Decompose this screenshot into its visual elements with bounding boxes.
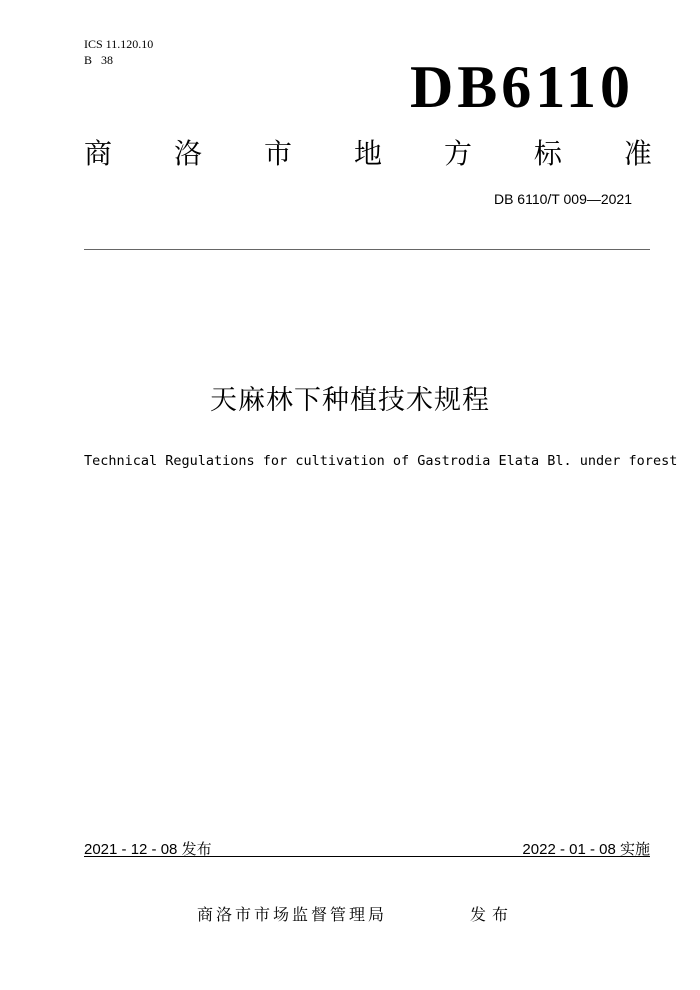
classification-codes <box>84 36 153 68</box>
bottom-divider <box>84 856 650 857</box>
heading-char: 标 <box>533 137 562 170</box>
document-title-english: Technical Regulations for cultivation of Gastrodia Elata Bl. under forest <box>84 453 678 469</box>
ics-code: ICS 11.120.10 <box>84 37 154 51</box>
document-title-chinese: 天麻林下种植技术规程 <box>210 385 490 416</box>
issuing-authority: 商洛市市场监督管理局 <box>197 905 388 924</box>
heading-char: 商 <box>84 137 113 170</box>
heading-char: 洛 <box>173 137 202 170</box>
standard-code-large: DB6110 <box>409 54 634 120</box>
heading-char: 准 <box>623 137 652 170</box>
issue-date: 2021 - 12 - 08 发布 <box>84 841 212 858</box>
heading-char: 地 <box>353 137 382 170</box>
heading-char: 方 <box>443 137 472 170</box>
top-divider <box>84 249 650 250</box>
standard-type-heading <box>84 134 652 174</box>
standard-number: DB 6110/T 009—2021 <box>493 191 632 207</box>
implementation-date: 2022 - 01 - 08 实施 <box>522 841 650 858</box>
issue-label: 发布 <box>470 905 515 924</box>
heading-char: 市 <box>263 137 292 170</box>
ccs-code: B 38 <box>84 53 114 67</box>
